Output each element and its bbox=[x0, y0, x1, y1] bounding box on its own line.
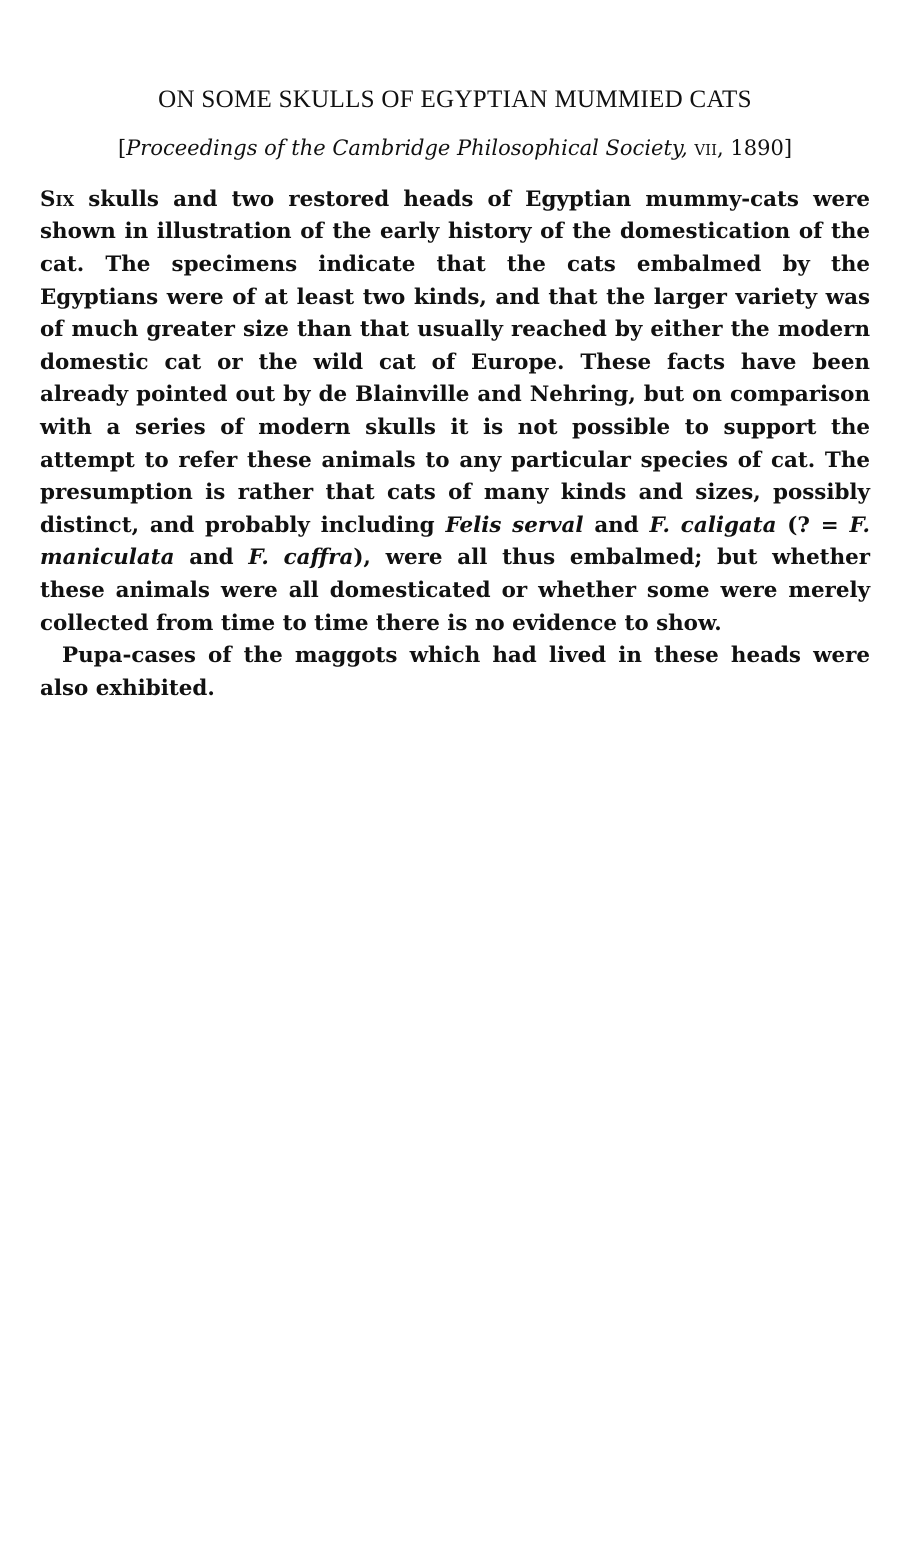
species-f-caffra: F. caffra bbox=[248, 545, 354, 571]
source-citation bbox=[40, 135, 870, 162]
paragraph-1 bbox=[40, 184, 870, 640]
paragraph-1-lead: Six bbox=[40, 186, 75, 212]
species-f-caligata: F. caligata bbox=[649, 512, 777, 538]
paragraph-1-text-3: (? = bbox=[776, 512, 850, 538]
paragraph-2: Pupa-cases of the maggots which had lived in these heads were also exhibited. bbox=[40, 643, 870, 701]
species-f-maniculata: F. maniculata bbox=[40, 512, 870, 571]
article-title: ON SOME SKULLS OF EGYPTIAN MUMMIED CATS bbox=[158, 86, 752, 113]
citation-close-bracket: ] bbox=[783, 135, 793, 160]
species-felis-serval: Felis serval bbox=[445, 512, 584, 538]
citation-volume: vii bbox=[694, 135, 718, 160]
paragraph-1-text-4: and bbox=[174, 545, 249, 571]
article bbox=[40, 84, 870, 705]
citation-year: , 1890 bbox=[717, 135, 784, 160]
citation-journal: Proceedings of the Cambridge Philosophical Society, bbox=[126, 135, 688, 160]
paragraph-1-text-5: ), were all thus embalmed; but whether these animals were all domesticated or whether some were merely collected from time to time there is no evidence to show. bbox=[40, 545, 870, 636]
citation-open-bracket: [ bbox=[117, 135, 127, 160]
paragraph-1-text-1: skulls and two restored heads of Egyptian mummy-cats were shown in illustration of the early history of the domestication of the cat. The specimens indicate that the cats embalmed by the Egyptians were of at least two kinds, and that the larger variety was of much greater size than that usually reached by either the modern domestic cat or the wild cat of Europe. These facts have been already pointed out by de Blainville and Nehring, but on comparison with a series of modern skulls it is not possible to support the attempt to refer these animals to any particular species of cat. The presumption is rather that cats of many kinds and sizes, possibly distinct, and probably including bbox=[40, 186, 870, 538]
paragraph-1-text-2: and bbox=[583, 512, 650, 538]
